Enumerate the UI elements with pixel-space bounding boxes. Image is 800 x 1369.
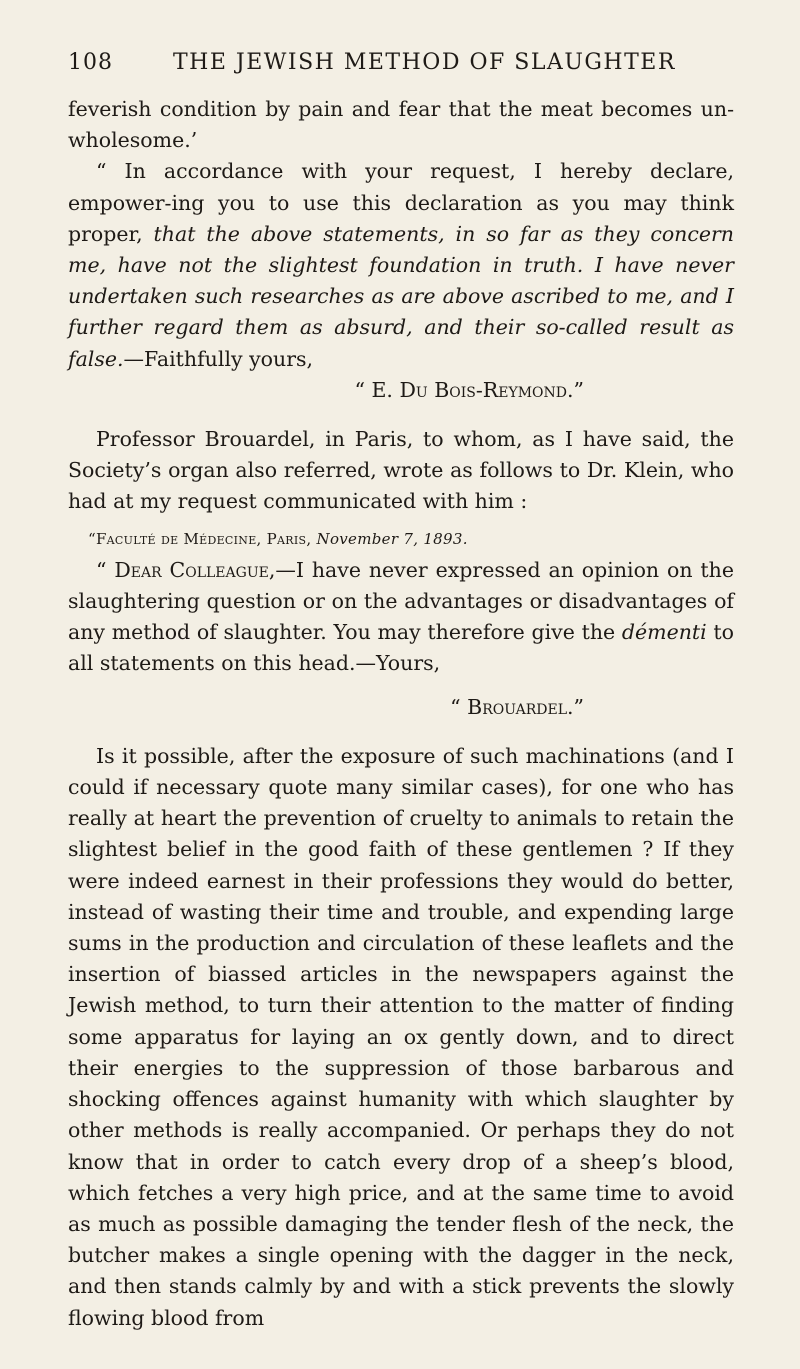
page-header <box>68 50 734 84</box>
paragraph-argument: Is it possible, after the exposure of such machinations (and I could if necessary quote many similar cases), for one who has really at heart the prevention of cruelty to animals to retain the slightest belief in the good faith of these gentlemen ? If they were indeed earnest in their professions they would do better, instead of wasting their time and trouble, and expending large sums in the production and circulation of these leaflets and the insertion of biassed articles in the newspapers against the Jewish method, to turn their attention to the matter of finding some apparatus for laying an ox gently down, and to direct their energies to the suppression of those barbarous and shocking offences against humanity with which slaughter by other methods is really accompanied. Or perhaps they do not know that in order to catch every drop of a sheep’s blood, which fetches a very high price, and at the same time to avoid as much as possible damaging the tender flesh of the neck, the butcher makes a single opening with the dagger in the neck, and then stands calmly by and with a stick prevents the slowly flowing blood from <box>68 743 734 1330</box>
letter-text: —I have never expressed an opinion on the slaughtering question or on the advantages or disadvantages of any method of slaughter. You may therefore give the <box>68 557 734 645</box>
letter-italic-word: démenti <box>621 620 707 645</box>
letter-text: “ In accordance with your request, I hereby declare, empower-ing you to use this declaration as you may think proper, <box>68 159 734 246</box>
paragraph-brouardel-intro: Professor Brouardel, in Paris, to whom, as I have said, the Society’s organ also referred, wrote as follows to Dr. Klein, who had at my request communicated with him : <box>68 427 734 514</box>
book-page <box>68 50 734 1334</box>
letter-italic-text: that the above statements, in so far as they concern me, have not the slightest foundation in truth. I have never undertaken such researches as are above ascribed to me, and I further regard them as absurd, and their so-called result as false. <box>68 221 735 371</box>
letter-closing: —Faithfully yours, <box>123 346 314 371</box>
signature-du-bois-reymond: “ E. Du Bois-Reymond.” <box>354 377 584 402</box>
letterhead-place: “Faculté de Médecine, Paris, <box>88 529 312 548</box>
paragraph-du-bois-letter <box>68 156 734 374</box>
letter-closing: to all statements on this head.—Yours, <box>68 620 734 676</box>
letterhead-date: November 7, 1893. <box>316 529 468 548</box>
running-title: THE JEWISH METHOD OF SLAUGHTER <box>173 50 676 75</box>
salutation: “ Dear Colleague, <box>96 557 276 582</box>
paragraph-continuation: feverish condition by pain and fear that the meat becomes un-wholesome.’ <box>68 97 734 153</box>
letterhead <box>68 524 734 555</box>
page-body <box>68 94 734 1334</box>
signature-brouardel: “ Brouardel.” <box>450 694 584 719</box>
page-number: 108 <box>68 50 113 75</box>
paragraph-brouardel-letter <box>68 555 734 680</box>
